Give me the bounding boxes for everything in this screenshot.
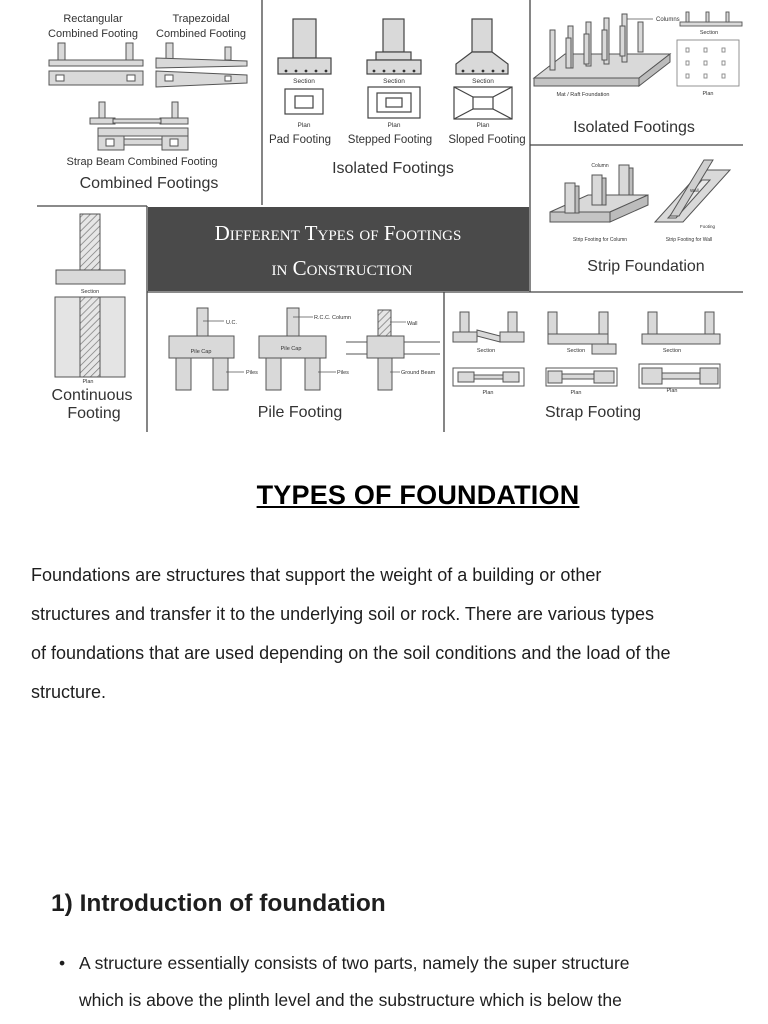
strap-section-label-1: Section	[476, 348, 496, 354]
title-banner	[148, 207, 529, 291]
intro-paragraph	[31, 556, 731, 712]
continuous-section-label: Section	[80, 289, 100, 295]
strap-plan-label-1: Plan	[482, 390, 494, 396]
sloped-plan-label: Plan	[476, 122, 490, 129]
sloped-section-label: Section	[472, 78, 494, 85]
raft-plan-label: Plan	[702, 91, 714, 97]
stepped-footing-diagram	[367, 19, 421, 118]
pad-section-label: Section	[293, 78, 315, 85]
stepped-plan-label: Plan	[387, 122, 401, 129]
isolated-footings-panel	[269, 19, 526, 177]
strip-for-wall-label: Strip Footing for Wall	[665, 237, 713, 243]
pile-cap-label-2: Pile Cap	[280, 346, 302, 352]
pad-footing-diagram	[278, 19, 331, 114]
raft-mat-label: Mat / Raft Foundation	[556, 92, 610, 98]
pad-footing-label: Pad Footing	[268, 134, 332, 146]
continuous-section-diagram	[56, 214, 125, 284]
continuous-caption-line1: Continuous	[51, 387, 133, 404]
section-1-heading: 1) Introduction of foundation	[51, 890, 386, 917]
intro-line-4: structure.	[31, 682, 107, 702]
intro-line-2: structures and transfer it to the underlying soil or rock. There are various types	[31, 604, 654, 624]
strip-foundation-caption: Strip Foundation	[587, 258, 705, 275]
strip-column-label: Column	[591, 163, 609, 169]
pile-footing-caption: Pile Footing	[257, 404, 343, 421]
pile-footing-panel	[169, 308, 440, 421]
continuous-plan-label: Plan	[82, 379, 94, 385]
trapezoidal-label-2: Combined Footing	[156, 28, 246, 40]
raft-plan-diagram	[677, 40, 739, 86]
strip-for-column-label: Strip Footing for Column	[572, 237, 628, 243]
bullet-line-2: which is above the plinth level and the substructure which is below the	[79, 990, 622, 1010]
sloped-footing-diagram	[454, 19, 512, 119]
combined-footings-caption: Combined Footings	[79, 175, 219, 192]
stepped-footing-label: Stepped Footing	[347, 134, 433, 146]
section-1-bullet-list	[58, 945, 738, 1019]
list-item	[58, 945, 738, 1019]
combined-footings-panel	[48, 13, 247, 192]
isolated-footings-caption: Isolated Footings	[332, 160, 454, 177]
pile-wall-label: Wall	[407, 321, 418, 327]
footing-types-infographic	[0, 0, 768, 436]
strap-beam-label: Strap Beam Combined Footing	[66, 156, 218, 168]
intro-line-1: Foundations are structures that support the weight of a building or other	[31, 565, 602, 585]
strap-beam-combined-diagram	[90, 102, 188, 150]
bullet-marker: •	[59, 953, 66, 973]
stepped-section-label: Section	[383, 78, 405, 85]
strap-plan-label-3: Plan	[666, 388, 678, 394]
continuous-footing-panel	[52, 214, 133, 422]
pile-piles-label-1: Piles	[246, 370, 258, 376]
raft-foundation-diagram	[534, 14, 670, 86]
strap-footing-caption: Strap Footing	[544, 404, 642, 421]
strip-footing-label: Footing	[700, 224, 716, 229]
isolated-raft-caption: Isolated Footings	[573, 119, 695, 136]
pile-uc-label: U.C.	[226, 320, 237, 326]
continuous-caption-line2: Footing	[67, 405, 121, 422]
sloped-footing-label: Sloped Footing	[448, 134, 526, 146]
trapezoidal-combined-diagram	[156, 43, 247, 87]
raft-section-diagram	[680, 12, 742, 26]
pile-piles-label-2: Piles	[337, 370, 349, 376]
isolated-raft-panel	[534, 12, 742, 136]
strap-footing-panel	[453, 312, 720, 421]
pile-ground-beam-label: Ground Beam	[401, 370, 436, 376]
banner-line-1: Different Types of Footings	[214, 221, 462, 245]
rectangular-label-2: Combined Footing	[48, 28, 138, 40]
strap-section-label-2: Section	[566, 348, 586, 354]
rectangular-label-1: Rectangular	[63, 13, 123, 25]
intro-line-3: of foundations that are used depending on the soil conditions and the load of the	[31, 643, 671, 663]
trapezoidal-label-1: Trapezoidal	[172, 13, 230, 25]
strip-foundation-panel	[550, 160, 730, 275]
bullet-line-1: A structure essentially consists of two parts, namely the super structure	[79, 953, 630, 973]
continuous-plan-diagram	[55, 297, 125, 377]
pad-plan-label: Plan	[297, 122, 311, 129]
pile-cap-label-1: Pile Cap	[190, 349, 212, 355]
raft-section-label: Section	[699, 30, 719, 36]
banner-line-2: in Construction	[271, 256, 413, 280]
strap-plan-label-2: Plan	[570, 390, 582, 396]
document-title: TYPES OF FOUNDATION	[256, 480, 580, 510]
strap-section-label-3: Section	[662, 348, 682, 354]
pile-rcc-label: R.C.C. Column	[314, 315, 351, 321]
strip-wall-label: Wall	[690, 188, 699, 193]
strip-footing-column-diagram	[550, 165, 648, 222]
rectangular-combined-diagram	[49, 43, 143, 85]
raft-columns-label: Columns	[656, 17, 680, 23]
